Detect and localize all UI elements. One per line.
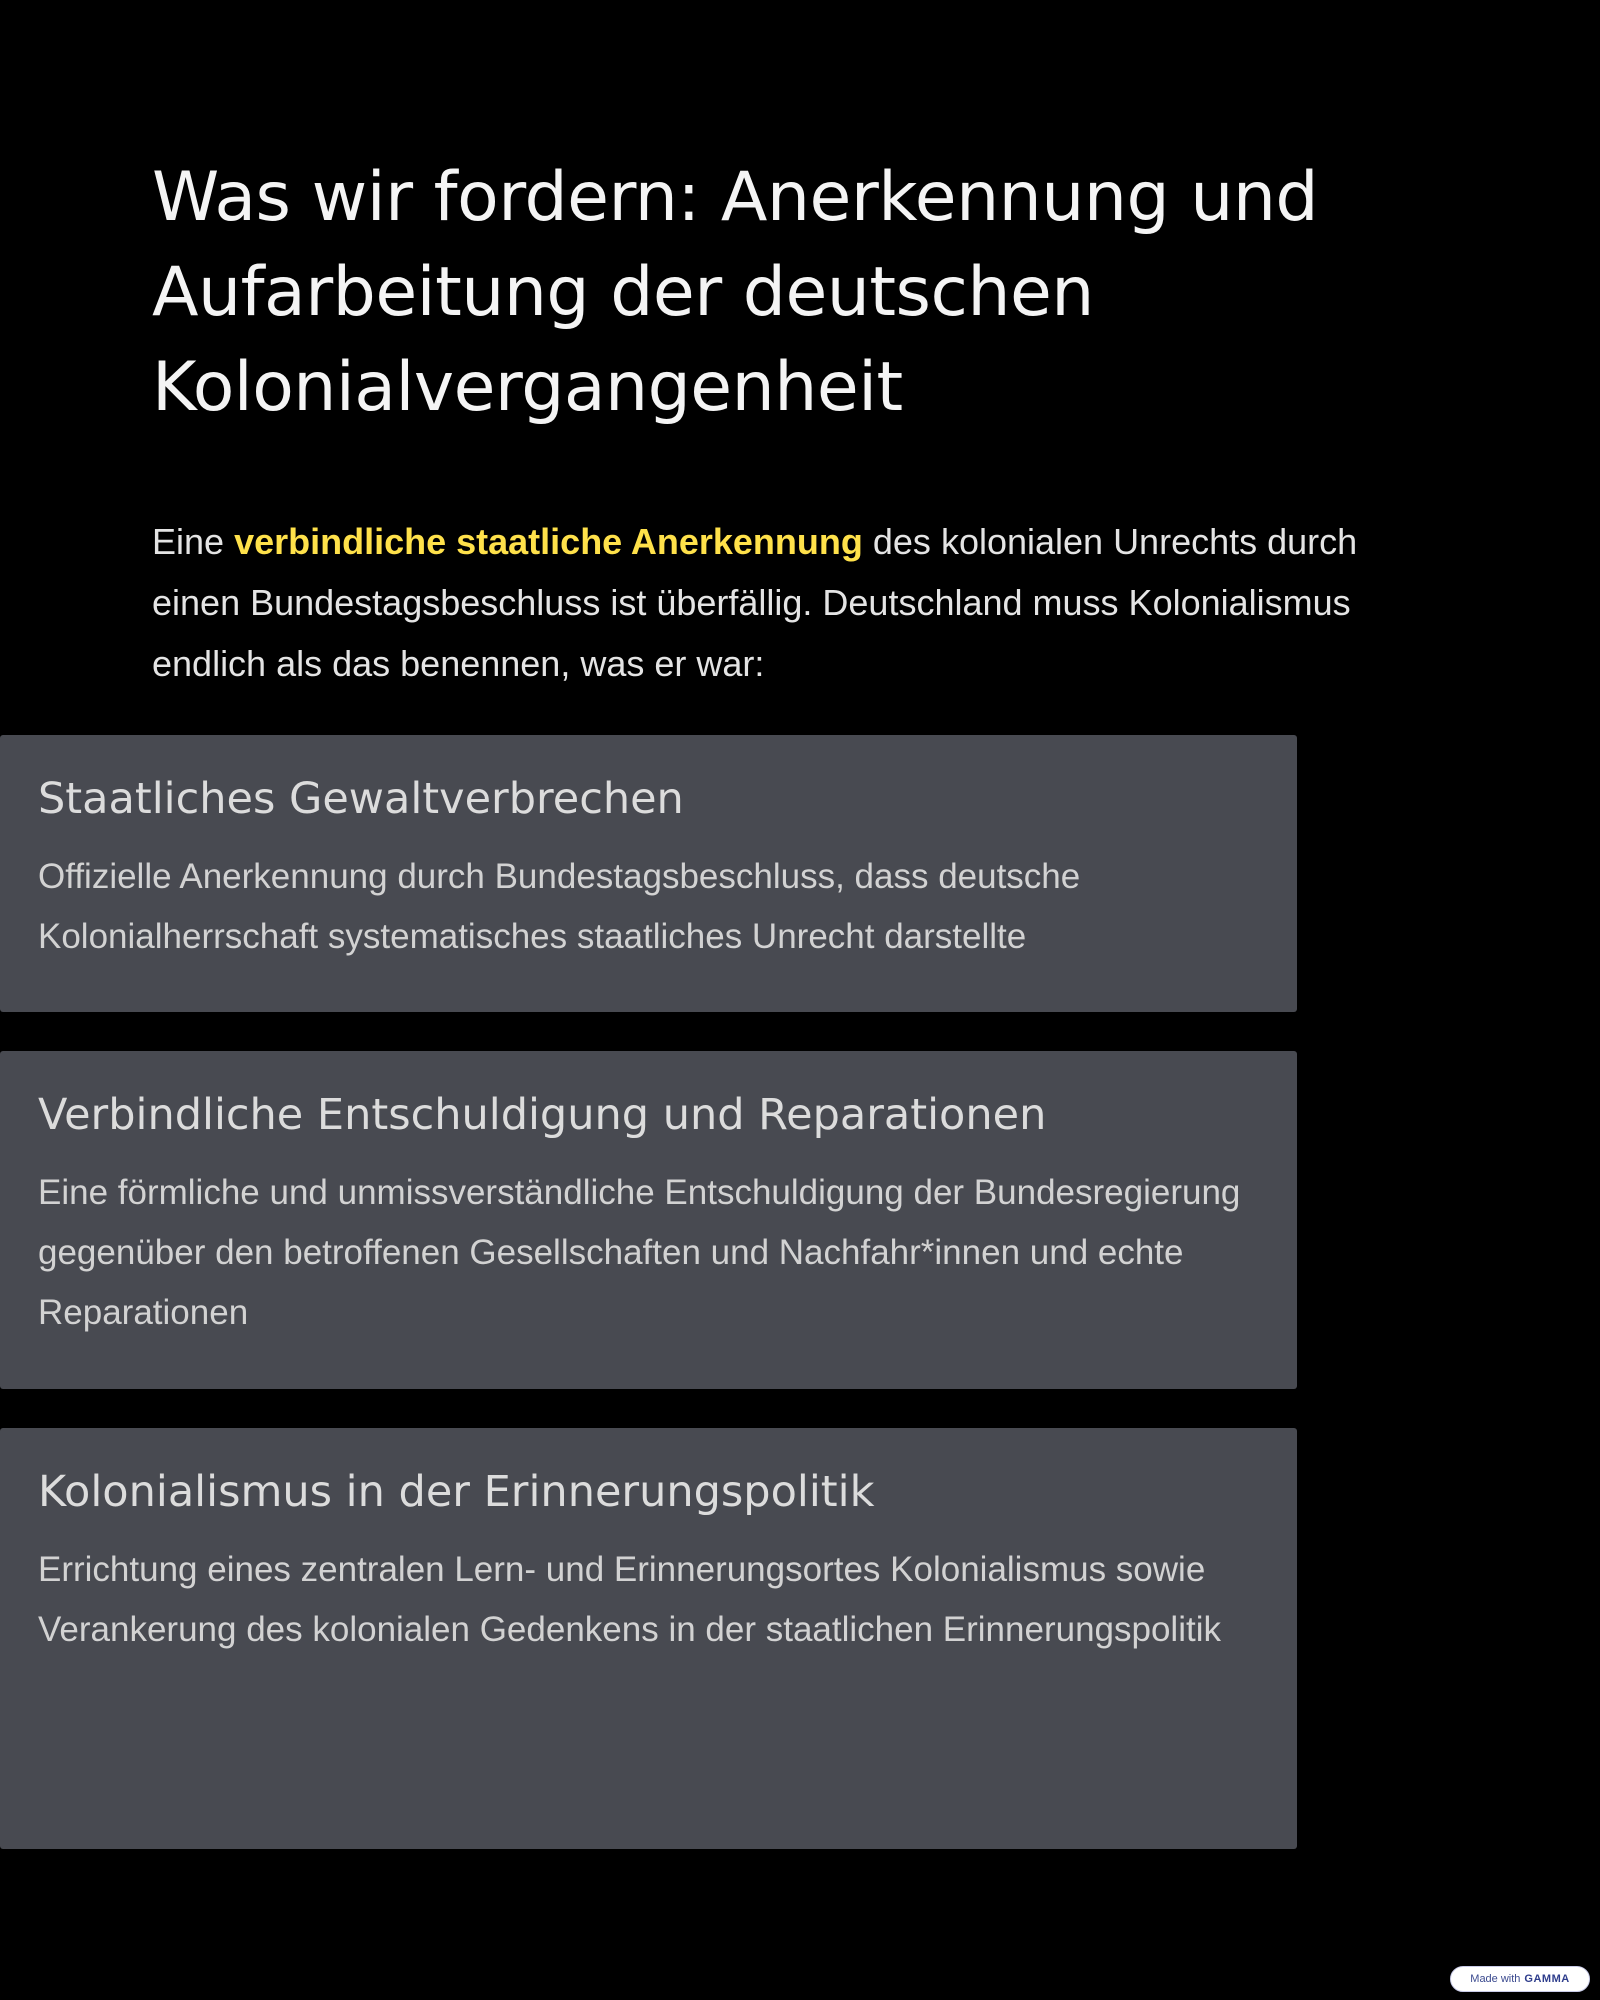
page-content xyxy=(152,150,1449,694)
card-title: Staatliches Gewaltverbrechen xyxy=(38,774,684,824)
card-title: Kolonialismus in der Erinnerungspolitik xyxy=(38,1467,875,1517)
intro-paragraph xyxy=(152,511,1449,694)
intro-text-after: des kolonialen Unrechts durch einen Bundestagsbeschluss ist überfällig. Deutschland muss Kolonialismus endlich als das benennen, was er war: xyxy=(152,521,1358,684)
page-title: Was wir fordern: Anerkennung und Aufarbeitung der deutschen Kolonialvergangenheit xyxy=(152,158,1319,427)
demand-card-state-violence xyxy=(0,735,1297,1012)
demand-card-remembrance-politics xyxy=(0,1428,1297,1849)
gamma-logo: GAMMA xyxy=(1524,1973,1570,1985)
intro-text-before: Eine xyxy=(152,521,235,562)
card-body: Errichtung eines zentralen Lern- und Erinnerungsortes Kolonialismus sowie Verankerung des kolonialen Gedenkens in der staatlichen Erinnerungspolitik xyxy=(38,1550,1221,1649)
intro-highlight: verbindliche staatliche Anerkennung xyxy=(234,521,863,562)
card-title: Verbindliche Entschuldigung und Reparationen xyxy=(38,1090,1047,1140)
demand-card-apology-reparations xyxy=(0,1051,1297,1389)
badge-prefix: Made with xyxy=(1470,1973,1521,1985)
card-body: Eine förmliche und unmissverständliche Entschuldigung der Bundesregierung gegenüber den betroffenen Gesellschaften und Nachfahr*innen und echte Reparationen xyxy=(38,1173,1241,1332)
made-with-gamma-badge[interactable] xyxy=(1450,1966,1590,1992)
card-body: Offizielle Anerkennung durch Bundestagsbeschluss, dass deutsche Kolonialherrschaft systematisches staatliches Unrecht darstellte xyxy=(38,857,1081,956)
